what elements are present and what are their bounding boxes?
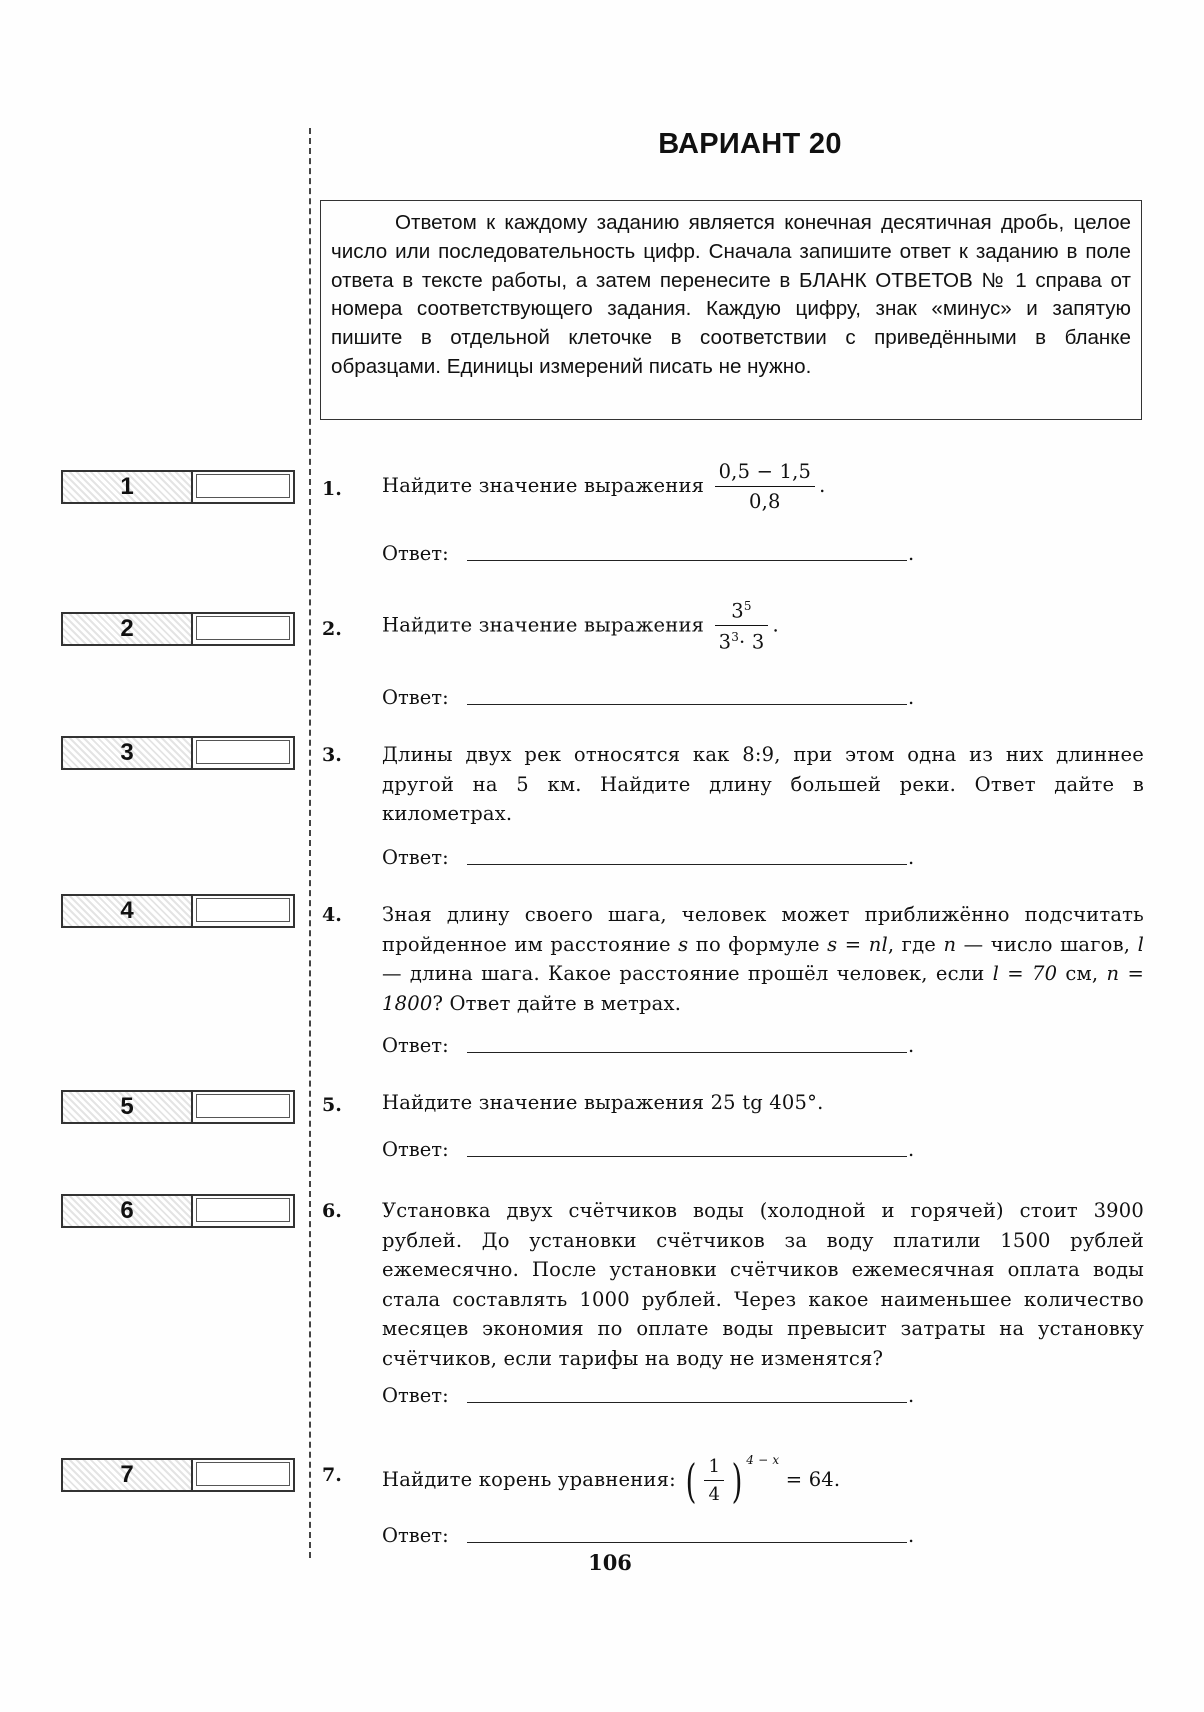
period: . <box>908 542 915 565</box>
answer-label: Ответ: <box>382 1384 449 1407</box>
task-number: 3. <box>322 744 342 766</box>
answer-label: Ответ: <box>382 542 449 565</box>
text-fragment: — число шагов, <box>963 932 1131 956</box>
fraction-denominator: 0,8 <box>749 489 781 513</box>
answer-box-label: 2 <box>63 614 193 644</box>
answer-cell[interactable] <box>196 1094 290 1118</box>
exponent: 5 <box>743 599 752 613</box>
base: 3 <box>718 630 732 654</box>
text-fragment: см, <box>1065 962 1099 985</box>
text-fragment: , где <box>887 932 937 956</box>
task-number: 6. <box>322 1200 342 1222</box>
answer-box-label: 1 <box>63 472 193 502</box>
instructions-box: Ответом к каждому заданию является конечная десятичная дробь, целое число или последовательность цифр. Сначала запишите ответ к заданию в поле ответа в тексте работы, а затем перенесите в БЛАНК ОТВЕТОВ № 1 справа от номера соответствующего задания. Каждую цифру, знак «минус» и запятую пишите в отдельной клеточке в соответствии с приведёнными в бланке образцами. Единицы измерений писать не нужно. <box>320 200 1142 420</box>
answer-box-label: 4 <box>63 896 193 926</box>
right-paren: ) <box>731 1453 743 1508</box>
task-number: 7. <box>322 1464 342 1486</box>
period: . <box>908 1034 915 1057</box>
answer-cell[interactable] <box>196 740 290 764</box>
task-text: Найдите корень уравнения: ( $\frac{1}{4}$ ) $^{4 - x}$ = 64. <box>382 1453 841 1508</box>
exponent: 4 − x <box>746 1453 780 1467</box>
period: . <box>908 1524 915 1547</box>
text-fragment: по формуле <box>695 932 820 956</box>
answer-box-6[interactable] <box>61 1194 295 1228</box>
period: . <box>908 1384 915 1407</box>
answer-line[interactable] <box>467 1156 907 1157</box>
task-text: Установка двух счётчиков воды (холодной и горячей) стоит 3900 рублей. До установки счётчиков за воду платили 1500 рублей ежемесячно. После установки счётчиков ежемесячная оплата воды стала составлять 1000 рублей. Через какое наименьшее количество месяцев экономия по оплате воды превысит затраты на установку счётчиков, если тарифы на воду не изменятся? <box>382 1199 1144 1370</box>
fraction-denominator: 4 <box>708 1483 721 1505</box>
period: . <box>908 1138 915 1161</box>
answer-cell[interactable] <box>196 1198 290 1222</box>
task-number: 5. <box>322 1094 342 1116</box>
answer-cell[interactable] <box>196 616 290 640</box>
task-text: Найдите значение выражения $\frac{0,5 - 1,5}{0,8}$ . <box>382 460 826 513</box>
answer-box-label: 7 <box>63 1460 193 1490</box>
expression: 25 tg 405° <box>710 1091 818 1114</box>
task-text: Найдите значение выражения 25 tg 405°. <box>382 1091 824 1114</box>
math-var: n <box>943 932 957 956</box>
task-text <box>382 900 1144 1018</box>
answer-cell[interactable] <box>196 474 290 498</box>
answer-line[interactable] <box>467 1052 907 1053</box>
task-text: Найдите значение выражения $\frac{3^5}{3^3\cdot 3}$ . <box>382 599 779 654</box>
answer-box-3[interactable] <box>61 736 295 770</box>
page-number: 106 <box>588 1550 632 1575</box>
answer-box-1[interactable] <box>61 470 295 504</box>
cut-line <box>309 128 311 1558</box>
period: . <box>908 846 915 869</box>
formula: n = 1800 <box>382 962 1144 1015</box>
fraction <box>715 600 769 652</box>
answer-line[interactable] <box>467 560 907 561</box>
answer-box-5[interactable] <box>61 1090 295 1124</box>
text-fragment: ? Ответ дайте в метрах. <box>432 991 682 1015</box>
answer-cell[interactable] <box>196 1462 290 1486</box>
task-number: 1. <box>322 478 342 500</box>
answer-box-4[interactable] <box>61 894 295 928</box>
answer-line[interactable] <box>467 704 907 705</box>
answer-label: Ответ: <box>382 846 449 869</box>
task-prompt: Найдите корень уравнения: <box>382 1468 676 1491</box>
page-title: ВАРИАНТ 20 <box>658 128 842 160</box>
math-var: s <box>678 932 689 956</box>
answer-box-label: 5 <box>63 1092 193 1122</box>
base: 3 <box>731 599 744 623</box>
answer-box-label: 3 <box>63 738 193 768</box>
fraction <box>704 1455 724 1505</box>
answer-box-7[interactable] <box>61 1458 295 1492</box>
answer-label: Ответ: <box>382 1524 449 1547</box>
exponent: 3 <box>731 630 740 644</box>
answer-box-label: 6 <box>63 1196 193 1226</box>
math-var: l <box>1137 932 1145 956</box>
task-prompt: Найдите значение выражения <box>382 1091 705 1114</box>
answer-line[interactable] <box>467 1542 907 1543</box>
answer-label: Ответ: <box>382 686 449 709</box>
answer-label: Ответ: <box>382 1138 449 1161</box>
answer-line[interactable] <box>467 864 907 865</box>
fraction <box>715 462 816 511</box>
formula: s = nl <box>827 932 888 956</box>
left-paren: ( <box>685 1453 697 1508</box>
text-fragment: — длина шага. Какое расстояние прошёл человек, если <box>382 962 985 985</box>
equation-rhs: = 64 <box>785 1468 834 1491</box>
task-text: Длины двух рек относятся как 8:9, при этом одна из них длиннее другой на 5 км. Найдите длину большей реки. Ответ дайте в километрах. <box>382 743 1144 825</box>
text-fragment: Зная длину своего шага, человек может приближённо подсчитать пройденное им расстояние <box>382 903 1144 956</box>
answer-box-2[interactable] <box>61 612 295 646</box>
answer-cell[interactable] <box>196 898 290 922</box>
task-number: 2. <box>322 618 342 640</box>
formula: l = 70 <box>992 962 1058 985</box>
fraction-numerator: 0,5 − 1,5 <box>715 462 816 487</box>
answer-line[interactable] <box>467 1402 907 1403</box>
task-number: 4. <box>322 904 342 926</box>
task-prompt: Найдите значение выражения <box>382 613 705 637</box>
fraction-numerator <box>715 600 769 626</box>
factor: · 3 <box>739 630 765 654</box>
answer-label: Ответ: <box>382 1034 449 1057</box>
fraction-denominator <box>715 626 769 652</box>
fraction-numerator: 1 <box>704 1458 724 1481</box>
task-prompt: Найдите значение выражения <box>382 474 705 497</box>
period: . <box>908 686 915 709</box>
